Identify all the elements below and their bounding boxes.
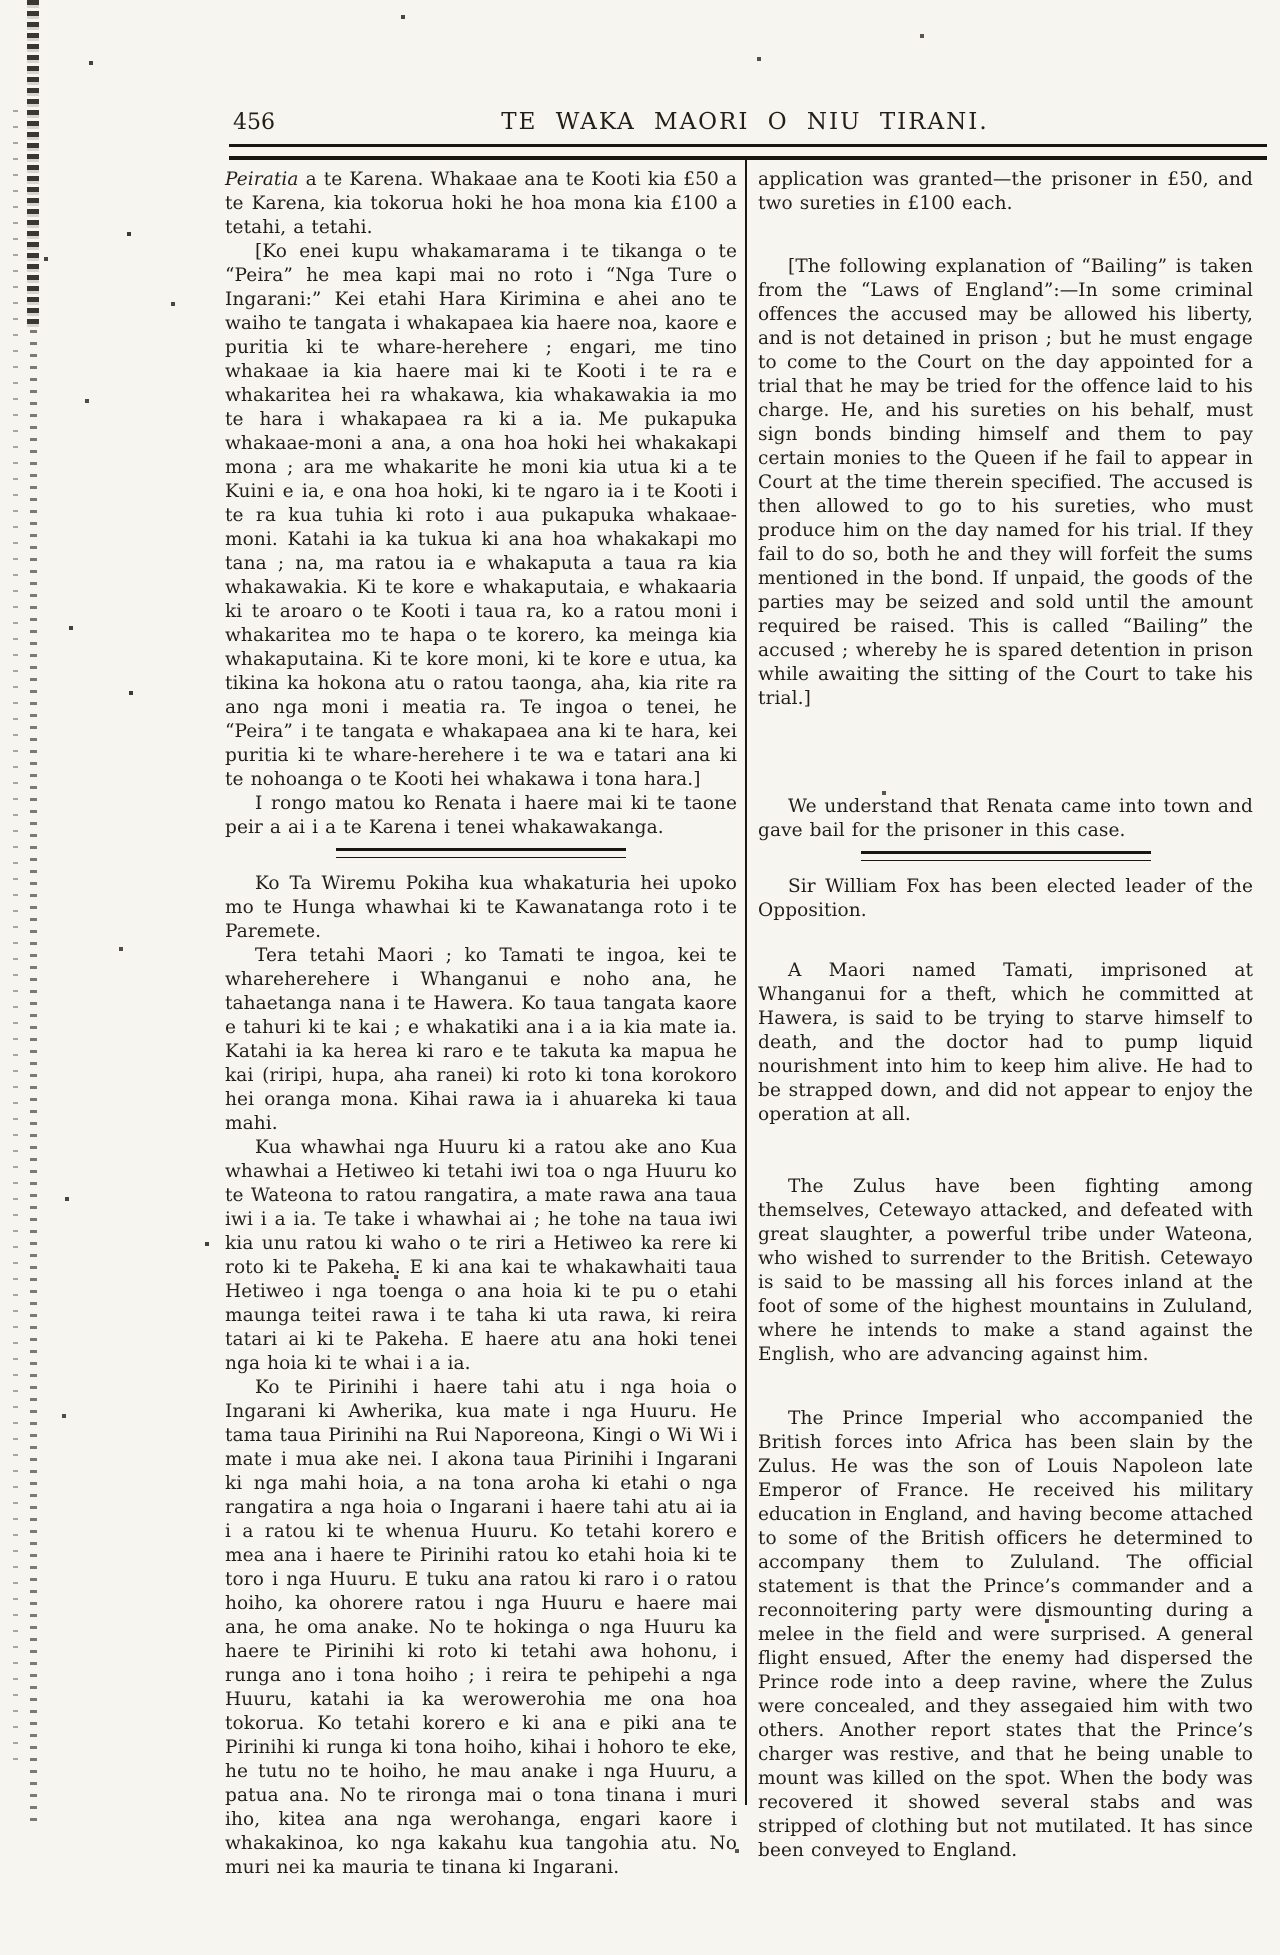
maori-text-tamati-prisoner: Tera tetahi Maori ; ko Tamati te ingoa, kei te whareherehere i Whanganui e noho ana, he tahaetanga nana i te Hawera. Ko taua tangata kaore e tahuri ki te kai ; e whakatiki ana i a ia kia mate ia. Katahi ia ka herea ki raro e te takuta ka mapua he kai (riripi, hupa, aha ranei) ki roto ki tona korokoro hei oranga mona. Kihai rawa ia i ahuareka ki taua mahi. [225, 945, 737, 1134]
english-text-tamati-prisoner: A Maori named Tamati, imprisoned at Whanganui for a theft, which he committed at Hawera, is said to be trying to starve himself to death, and the doctor had to pump liquid nourishment into him to keep him alive. He had to be strapped down, and did not appear to enjoy the operation at all. [758, 960, 1253, 1125]
masthead-title: TE WAKA MAORI O NIU TIRANI. [501, 109, 989, 135]
header-rule [229, 144, 1267, 160]
english-text-bail-granted: application was granted—the prisoner in £50, and two sureties in £100 each. [758, 169, 1253, 214]
maori-text-bail-judgment [225, 168, 737, 240]
binding-noise-edge [13, 110, 18, 1770]
binding-noise-middle [30, 330, 37, 1830]
maori-text-zulu-war: Kua whawhai nga Huuru ki a ratou ake ano Kua whawhai a Hetiweo ki tetahi iwi toa o nga Huuru ko te Wateona to ratou rangatira, a mate rawa ana taua iwi i a ia. Te take i whawhai ai ; he tohe na taua iwi kia unu ratou ki waho o te riri a Hetiweo ka rere ki roto ki te Pakeha. E ki ana kai te whakawhaiti taua Hetiweo i nga toenga o ana hoia ki te pu o etahi maunga teitei rawa i te taha ki uta rawa, ki reira tatari ai ki te Pakeha. E haere atu ana hoki tenei nga hoia ki te whai i a ia. [225, 1137, 737, 1374]
english-text-fox-opposition: Sir William Fox has been elected leader of the Opposition. [758, 876, 1253, 921]
page-number: 456 [233, 110, 275, 135]
section-separator [336, 848, 626, 858]
english-text-bailing-explanation: [The following explanation of “Bailing” is taken from the “Laws of England”:—In some criminal offences the accused may be allowed his liberty, and is not detained in prison ; but he must engage to come to the Court on the day appointed for a trial that he may be tried for the offence laid to his charge. He, and his sureties on his behalf, must sign bonds binding himself and them to pay certain monies to the Queen if he fail to appear in Court at the time therein specified. The accused is then allowed to go to his sureties, who must produce him on the day named for his trial. If they fail to do so, both he and they will forfeit the sums mentioned in the bond. If unpaid, the goods of the parties may be seized and sold until the amount required be raised. This is called “Bailing” the accused ; whereby he is spared detention in prison while awaiting the sitting of the Court to take his trial.] [758, 256, 1253, 709]
section-separator [861, 851, 1151, 861]
english-text-zulu-war: The Zulus have been fighting among themselves, Cetewayo attacked, and defeated with great slaughter, a powerful tribe under Wateona, who wished to surrender to the British. Cetewayo is said to be massing all his forces inland at the foot of some of the highest mountains in Zululand, where he intends to make a stand against the English, who are advancing against him. [758, 1176, 1253, 1365]
left-column-maori [225, 168, 737, 1880]
text-run: a te Karena. Whakaae ana te Kooti kia £50 a te Karena, kia tokorua hoki he hoa mona kia £100 a tetahi, a tetahi. [225, 169, 737, 238]
binding-noise-top [27, 0, 39, 330]
right-column-english [758, 168, 1253, 1863]
maori-text-renata-bail: I rongo matou ko Renata i haere mai ki te taone peir a ai i a te Karena i tenei whakawakanga. [225, 793, 737, 838]
scan-specks [0, 0, 2, 2]
column-divider [745, 160, 747, 1805]
maori-text-prince-imperial: Ko te Pirinihi i haere tahi atu i nga hoia o Ingarani ki Awherika, kua mate i nga Huuru. He tama taua Pirinihi na Rui Naporeona, Kingi o Wi Wi i mate i mua ake nei. I akona taua Pirinihi i Ingarani ki nga mahi hoia, a na tona aroha ki etahi o nga rangatira a nga hoia o Ingarani i haere tahi atu ai ia i a ratou ki te whenua Huuru. Ko tetahi korero e mea ana i haere te Pirinihi ratou ko etahi hoia ki te toro i nga Huuru. E tuku ana ratou ki raro i o ratou hoiho, ka ohorere ratou i nga Huuru e haere mai ana, he oma anake. No te hokinga o nga Huuru ka haere te Pirinihi ki roto ki tetahi awa hohonu, i runga ano i tona hoiho ; i reira te pehipehi a nga Huuru, katahi ia ka werowerohia me ona hoa tokorua. Ko tetahi korero e ki ana e piki ana te Pirinihi ki runga ki tona hoiho, kihai i hohoro te eke, he tutu no te hoiho, he mau anake i nga Huuru, a patua ana. No te rironga mai o tona tinana i muri iho, kitea ana nga werohanga, engari kaore i whakakinoa, ko nga kakahu kua tangohia atu. No muri nei ka mauria te tinana ki Ingarani. [225, 1377, 737, 1878]
italic-lead-word: Peiratia [225, 169, 299, 190]
english-text-prince-imperial: The Prince Imperial who accompanied the British forces into Africa has been slain by the Zulus. He was the son of Louis Napoleon late Emperor of France. He received his military education in England, and having become attached to some of the British officers he determined to accompany them to Zululand. The official statement is that the Prince’s commander and a reconnoitering party were dismounting during a melee in the field and were surprised. A general flight ensued, After the enemy had dispersed the Prince rode into a deep ravine, where the Zulus were concealed, and they assegaied him with two others. Another report states that the Prince’s charger was restive, and that he being unable to mount was killed on the spot. When the body was recovered it showed several stabs and was stripped of clothing but not mutilated. It has since been conveyed to England. [758, 1408, 1253, 1861]
maori-text-fox-opposition: Ko Ta Wiremu Pokiha kua whakaturia hei upoko mo te Hunga whawhai ki te Kawanatanga roto i te Paremete. [225, 873, 737, 942]
english-text-renata-bail: We understand that Renata came into town and gave bail for the prisoner in this case. [758, 796, 1253, 841]
maori-text-bailing-explanation: [Ko enei kupu whakamarama i te tikanga o te “Peira” he mea kapi mai no roto i “Nga Ture o Ingarani:” Kei etahi Hara Kirimina e ahei ano te waiho te tangata i whakapaea kia haere noa, kaore e puritia ki te whare-herehere ; engari, me tino whakaae ia kia haere mai ki te Kooti i te ra e whakaritea hei ra whakawa, kia whakawakia ia mo te hara i whakapaea ra ki a ia. Me pukapuka whakaae-moni a ana, a ona hoa hoki hei whakakapi mona ; ara me whakarite he moni kia utua ki a te Kuini e ia, e ona hoa hoki, ki te ngaro ia i te Kooti i te ra kua tuhia ki roto i aua pukapuka whakaae-moni. Katahi ia ka tukua ki ana hoa whakakapi mo tana ; na, ma ratou ia e whakaputa a taua ra kia whakawakia. Ki te kore e whakaputaia, e whakaaria ki te aroaro o te Kooti i taua ra, ko a ratou moni i whakaritea mo te hapa o te korero, ka meinga kia whakaputaina. Ki te kore moni, ki te kore e utua, ka tikina ka hokona atu o ratou taonga, aha, kia rite ra ano nga moni i meatia ra. Te ingoa o tenei, he “Peira” i te tangata e whakapaea ana ki te hara, kei puritia ki te whare-herehere i te wa e tatari ana ki te nohoanga o te Kooti hei whakawa i tona hara.] [225, 241, 737, 790]
